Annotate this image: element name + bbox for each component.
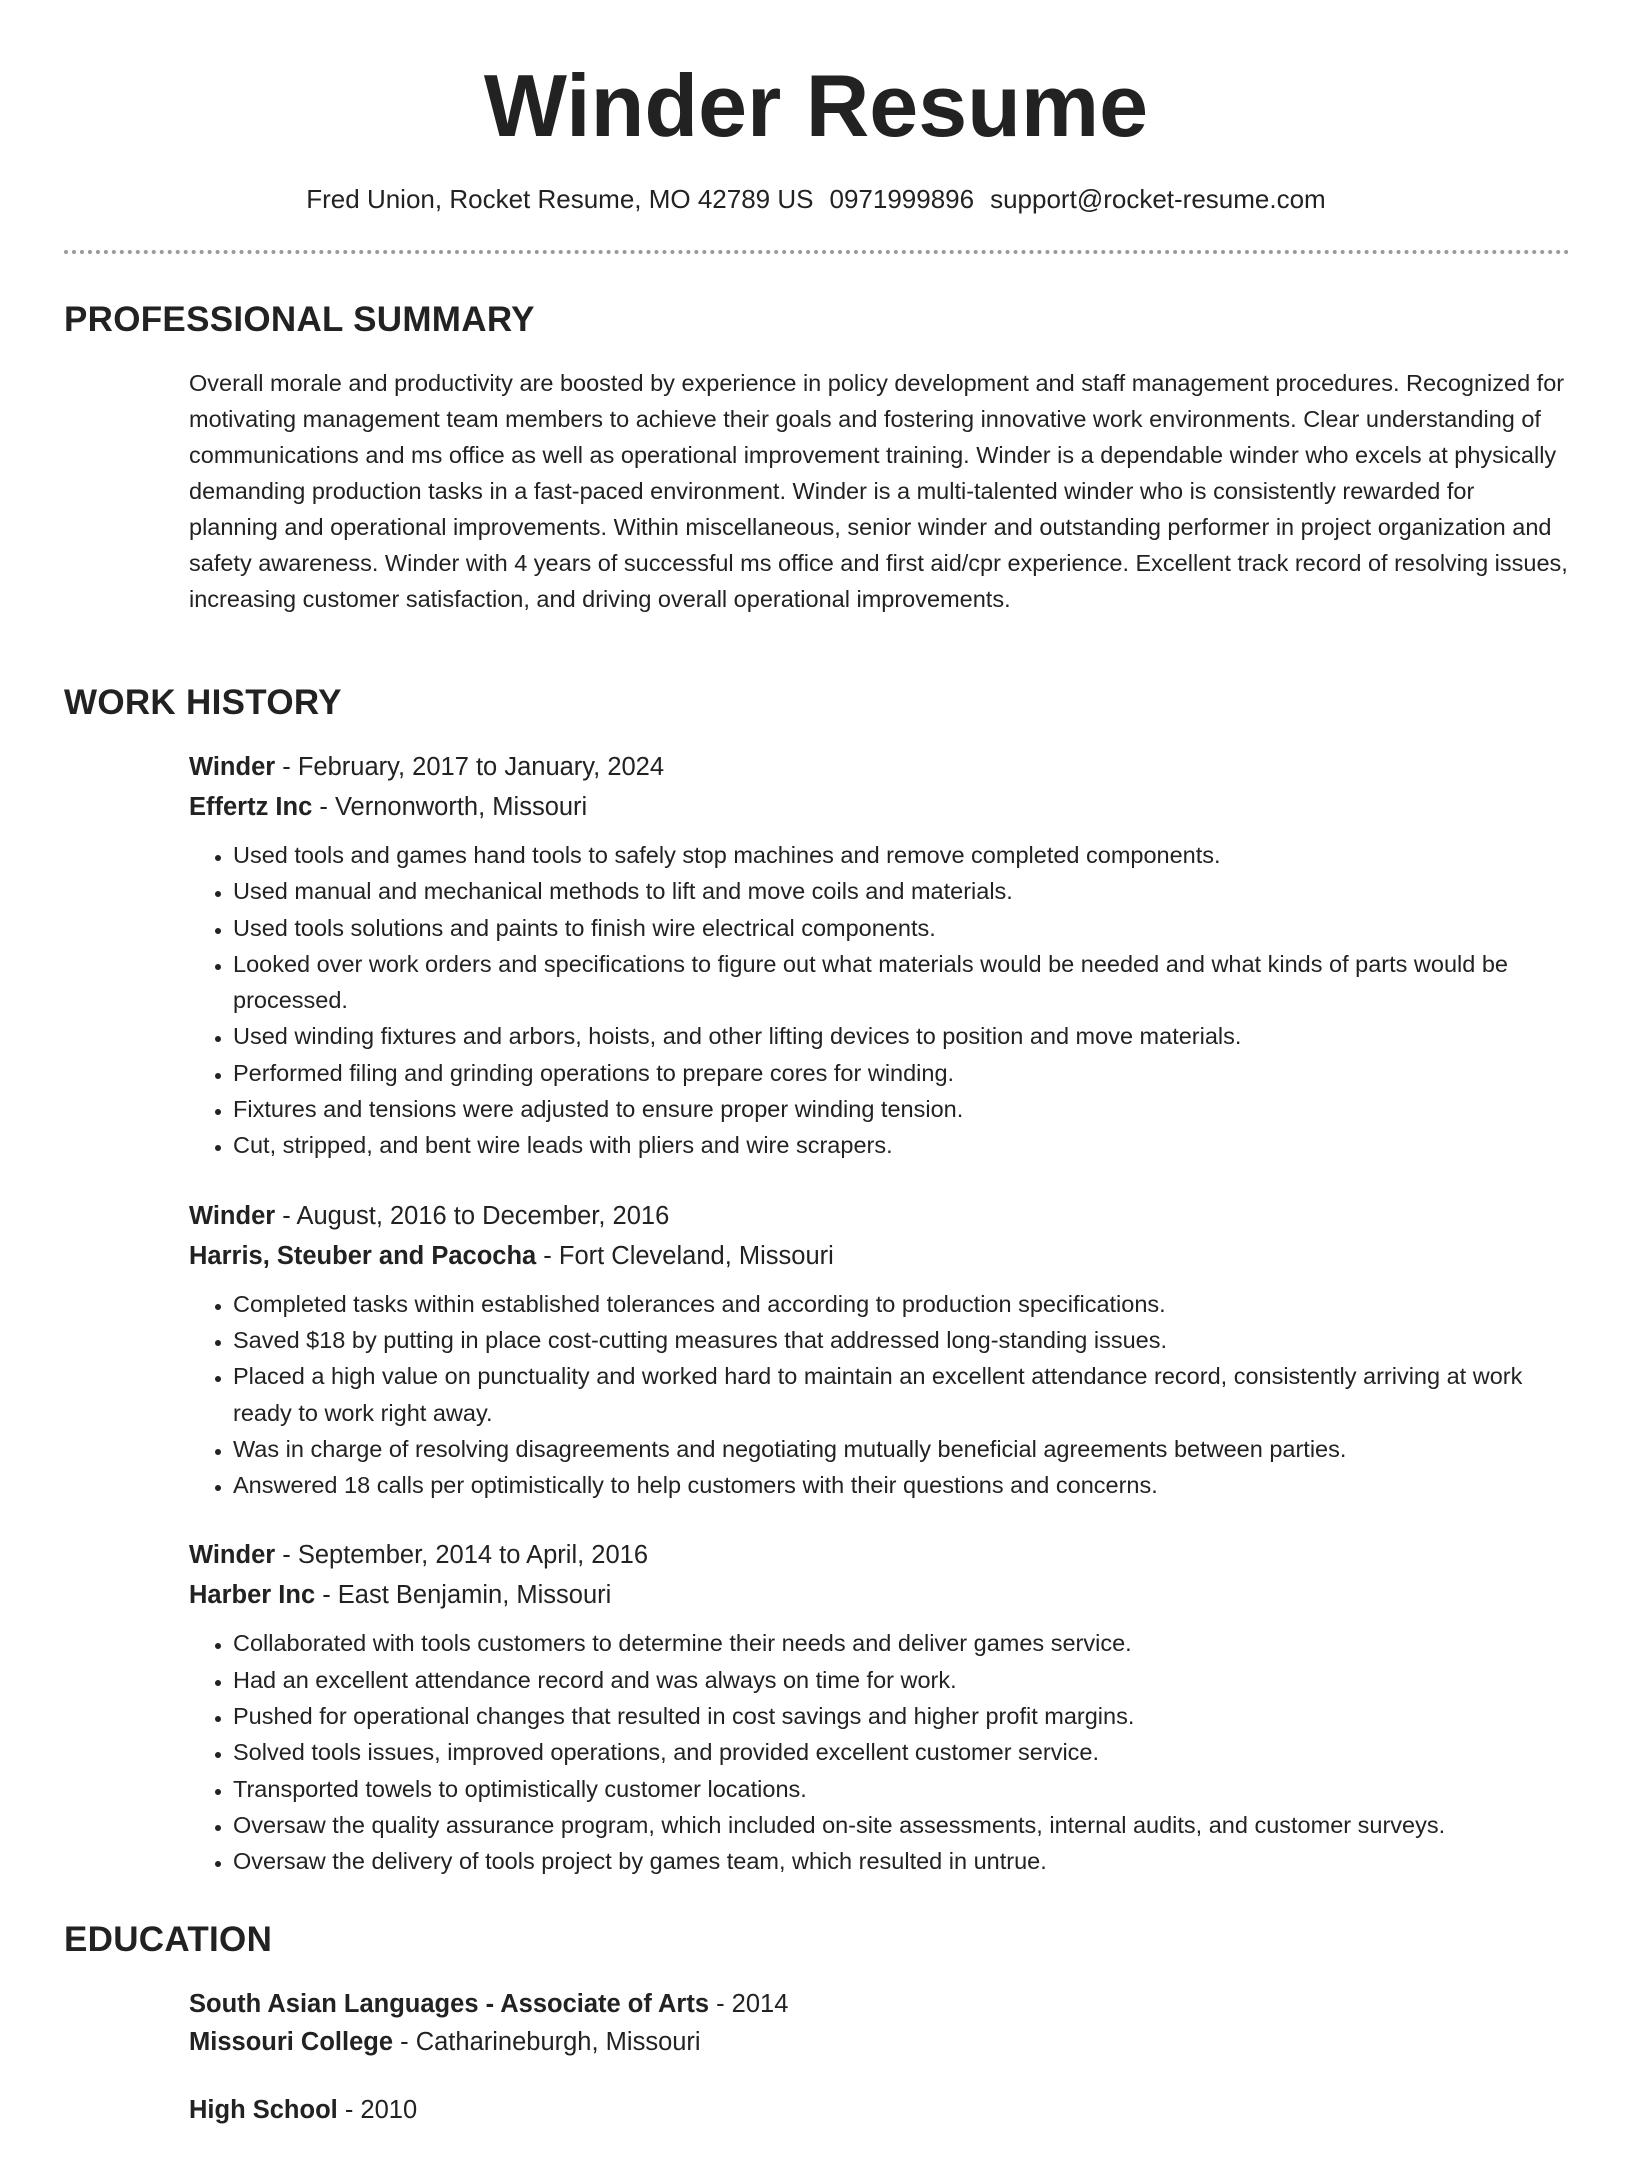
- header-divider: [64, 250, 1570, 254]
- job-dates: - August, 2016 to December, 2016: [275, 1201, 670, 1230]
- job-bullet: • Oversaw the quality assurance program, which included on-site assessments, internal audits, and customer surveys.: [233, 1807, 1569, 1843]
- job-bullet: • Had an excellent attendance record and was always on time for work.: [233, 1662, 1569, 1698]
- job-bullet: • Collaborated with tools customers to determine their needs and deliver games service.: [233, 1625, 1569, 1661]
- job-bullet: • Completed tasks within established tolerances and according to production specifications.: [233, 1286, 1569, 1322]
- section-title-education: EDUCATION: [64, 1920, 273, 1959]
- job-bullet: • Was in charge of resolving disagreements and negotiating mutually beneficial agreements between parties.: [233, 1431, 1569, 1467]
- job-bullet: • Used tools solutions and paints to finish wire electrical components.: [233, 910, 1569, 946]
- job-company-line: [189, 1575, 1569, 1615]
- education-degree: South Asian Languages - Associate of Arts: [189, 1990, 709, 2018]
- job-bullets: [189, 1625, 1569, 1879]
- education-location: - Catharineburgh, Missouri: [393, 2028, 701, 2056]
- summary-section: [189, 365, 1569, 617]
- summary-text: Overall morale and productivity are boosted by experience in policy development and staff management procedures. Recognized for motivating management team members to achieve their goals and fostering innovative work environments. Clear understanding of communications and ms office as well as operational improvement training. Winder is a dependable winder who excels at physically demanding production tasks in a fast-paced environment. Winder is a multi-talented winder who is consistently rewarded for planning and operational improvements. Within miscellaneous, senior winder and outstanding performer in project organization and safety awareness. Winder with 4 years of successful ms office and first aid/cpr experience. Excellent track record of resolving issues, increasing customer satisfaction, and driving overall operational improvements.: [189, 370, 1568, 612]
- job-bullet: • Oversaw the delivery of tools project by games team, which resulted in untrue.: [233, 1843, 1569, 1879]
- job-bullet: • Used tools and games hand tools to safely stop machines and remove completed components.: [233, 837, 1569, 873]
- contact-email: support@rocket-resume.com: [990, 184, 1326, 214]
- job-bullet: • Used winding fixtures and arbors, hoists, and other lifting devices to position and move materials.: [233, 1018, 1569, 1054]
- job-bullet: • Used manual and mechanical methods to lift and move coils and materials.: [233, 873, 1569, 909]
- education-school-line: [189, 2023, 1569, 2061]
- job-title-line: [189, 1196, 1569, 1236]
- job-bullet: • Fixtures and tensions were adjusted to ensure proper winding tension.: [233, 1091, 1569, 1127]
- resume-title: Winder Resume: [483, 56, 1149, 155]
- job-bullet: • Cut, stripped, and bent wire leads with pliers and wire scrapers.: [233, 1127, 1569, 1163]
- job-company: Harber Inc: [189, 1581, 316, 1610]
- job-bullet: • Answered 18 calls per optimistically to help customers with their questions and concerns.: [233, 1467, 1569, 1503]
- job-bullet: • Solved tools issues, improved operations, and provided excellent customer service.: [233, 1734, 1569, 1770]
- job-bullet: • Transported towels to optimistically customer locations.: [233, 1771, 1569, 1807]
- job-company: Harris, Steuber and Pacocha: [189, 1241, 537, 1270]
- job-title-line: [189, 747, 1569, 787]
- contact-address: Fred Union, Rocket Resume, MO 42789 US: [306, 184, 814, 214]
- job-company: Effertz Inc: [189, 793, 313, 821]
- job-company-line: [189, 787, 1569, 827]
- job-role: Winder: [189, 753, 276, 781]
- job-location: - Vernonworth, Missouri: [312, 793, 588, 821]
- job-entry: [189, 1196, 1569, 1504]
- job-role: Winder: [189, 1201, 276, 1230]
- job-role: Winder: [189, 1541, 276, 1570]
- education-year: - 2010: [337, 2096, 418, 2124]
- education-entry: [189, 1985, 1569, 2061]
- contact-line: [0, 181, 1632, 217]
- job-company-line: [189, 1236, 1569, 1276]
- contact-phone: 0971999896: [829, 184, 975, 214]
- job-bullet: • Pushed for operational changes that resulted in cost savings and higher profit margins.: [233, 1698, 1569, 1734]
- section-title-work-history: WORK HISTORY: [64, 683, 342, 722]
- education-list: [189, 1985, 1569, 2159]
- job-bullets: [189, 837, 1569, 1164]
- job-dates: - February, 2017 to January, 2024: [275, 753, 665, 781]
- job-entry: [189, 747, 1569, 1164]
- job-location: - Fort Cleveland, Missouri: [536, 1241, 834, 1270]
- education-degree-line: [189, 1985, 1569, 2023]
- education-degree-line: [189, 2091, 1569, 2129]
- section-title-summary: PROFESSIONAL SUMMARY: [64, 300, 535, 339]
- job-entry: [189, 1535, 1569, 1879]
- education-year: - 2014: [709, 1990, 789, 2018]
- job-dates: - September, 2014 to April, 2016: [275, 1541, 649, 1570]
- job-bullet: • Saved $18 by putting in place cost-cutting measures that addressed long-standing issues.: [233, 1322, 1569, 1358]
- job-location: - East Benjamin, Missouri: [315, 1581, 612, 1610]
- education-school: Missouri College: [189, 2028, 394, 2056]
- job-bullet: • Performed filing and grinding operations to prepare cores for winding.: [233, 1055, 1569, 1091]
- job-title-line: [189, 1535, 1569, 1575]
- job-bullet: • Looked over work orders and specifications to figure out what materials would be needed and what kinds of parts would be processed.: [233, 946, 1569, 1019]
- education-degree: High School: [189, 2096, 338, 2124]
- job-bullets: [189, 1286, 1569, 1504]
- job-bullet: • Placed a high value on punctuality and worked hard to maintain an excellent attendance record, consistently arriving at work ready to work right away.: [233, 1358, 1569, 1431]
- education-entry: [189, 2091, 1569, 2129]
- work-history-list: [189, 747, 1569, 1912]
